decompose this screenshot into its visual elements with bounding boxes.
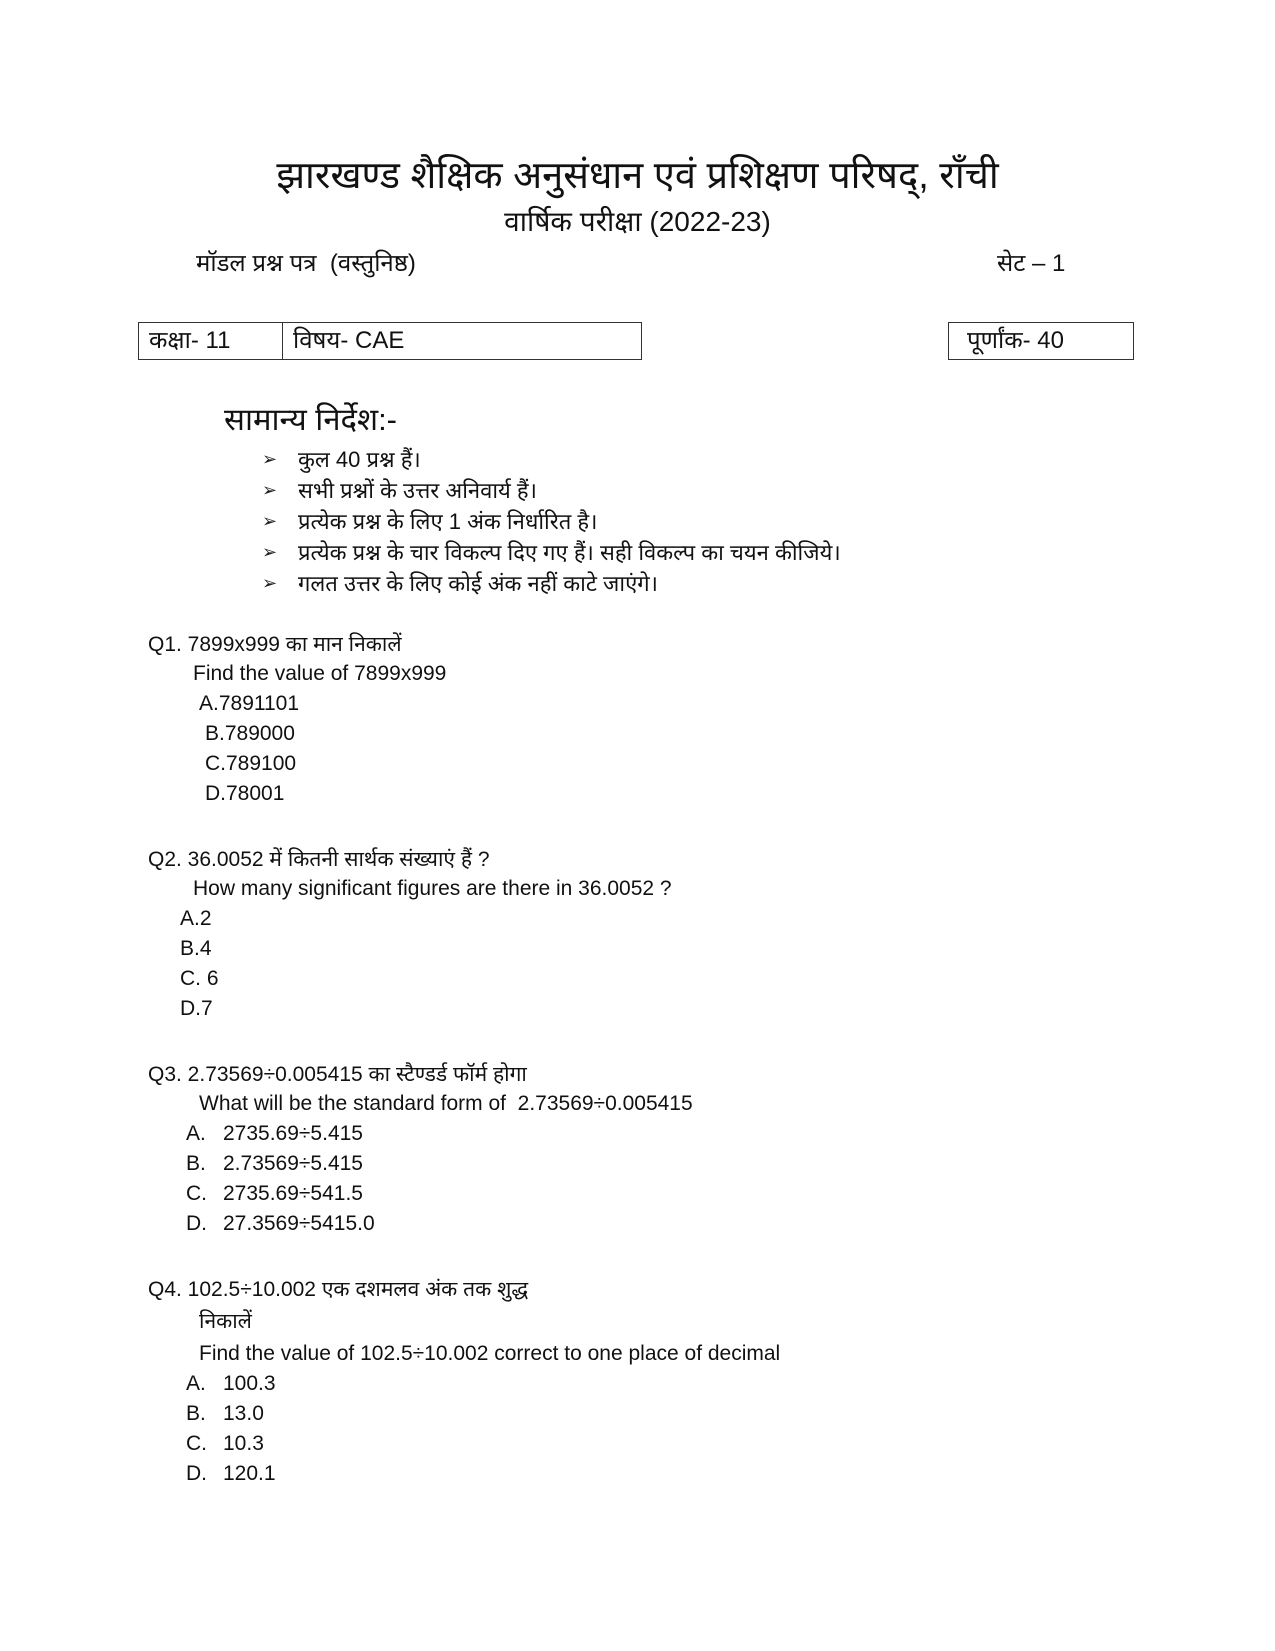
page-title: झारखण्ड शैक्षिक अनुसंधान एवं प्रशिक्षण परिषद्, राँची	[276, 155, 999, 197]
question-1-english: Find the value of 7899x999	[193, 662, 447, 685]
set-number: सेट – 1	[997, 250, 1066, 277]
instruction-item: ➢ सभी प्रश्नों के उत्तर अनिवार्य हैं।	[262, 475, 841, 506]
option-b: B.4	[180, 937, 212, 960]
option-b: B. 13.0	[186, 1402, 264, 1425]
question-3-hindi: Q3. 2.73569÷0.005415 का स्टैण्डर्ड फॉर्म होगा	[148, 1063, 527, 1086]
instruction-item: ➢ प्रत्येक प्रश्न के लिए 1 अंक निर्धारित है।	[262, 506, 841, 537]
instruction-item: ➢ प्रत्येक प्रश्न के चार विकल्प दिए गए हैं। सही विकल्प का चयन कीजिये।	[262, 537, 841, 568]
total-marks-box: पूर्णांक- 40	[948, 322, 1134, 360]
question-4-english: Find the value of 102.5÷10.002 correct to one place of decimal	[199, 1342, 781, 1365]
subject-cell: विषय- CAE	[293, 327, 405, 354]
option-a: A.7891101	[199, 692, 300, 715]
question-2-english: How many significant figures are there in 36.0052 ?	[193, 877, 672, 900]
option-b: B. 2.73569÷5.415	[186, 1152, 363, 1175]
option-d: D.78001	[205, 782, 285, 805]
option-d: D. 27.3569÷5415.0	[186, 1212, 375, 1235]
arrow-bullet-icon: ➢	[262, 573, 278, 593]
class-cell: कक्षा- 11	[139, 323, 283, 359]
option-b: B.789000	[205, 722, 295, 745]
option-a: A. 100.3	[186, 1372, 276, 1395]
arrow-bullet-icon: ➢	[262, 542, 278, 562]
option-d: D.7	[180, 997, 213, 1020]
option-c: C. 6	[180, 967, 219, 990]
option-a: A.2	[180, 907, 212, 930]
paper-type: मॉडल प्रश्न पत्र (वस्तुनिष्ठ)	[196, 250, 416, 277]
arrow-bullet-icon: ➢	[262, 480, 278, 500]
option-c: C. 10.3	[186, 1432, 264, 1455]
instructions-list	[262, 444, 841, 599]
instruction-item: ➢ गलत उत्तर के लिए कोई अंक नहीं काटे जाएंगे।	[262, 568, 841, 599]
option-d: D. 120.1	[186, 1462, 276, 1485]
question-2-hindi: Q2. 36.0052 में कितनी सार्थक संख्याएं हैं ?	[148, 848, 490, 871]
instruction-item: ➢ कुल 40 प्रश्न हैं।	[262, 444, 841, 475]
exam-subtitle: वार्षिक परीक्षा (2022-23)	[504, 206, 771, 237]
option-a: A. 2735.69÷5.415	[186, 1122, 363, 1145]
arrow-bullet-icon: ➢	[262, 449, 278, 469]
class-subject-table	[138, 322, 642, 360]
arrow-bullet-icon: ➢	[262, 511, 278, 531]
question-4-hindi: Q4. 102.5÷10.002 एक दशमलव अंक तक शुद्ध	[148, 1278, 529, 1301]
question-1-hindi: Q1. 7899x999 का मान निकालें	[148, 633, 402, 656]
instructions-heading: सामान्य निर्देश:-	[224, 402, 398, 437]
question-3-english: What will be the standard form of 2.73569÷0.005415	[199, 1092, 693, 1115]
question-4-hindi-continued: निकालें	[199, 1310, 252, 1333]
option-c: C.789100	[205, 752, 297, 775]
option-c: C. 2735.69÷541.5	[186, 1182, 363, 1205]
